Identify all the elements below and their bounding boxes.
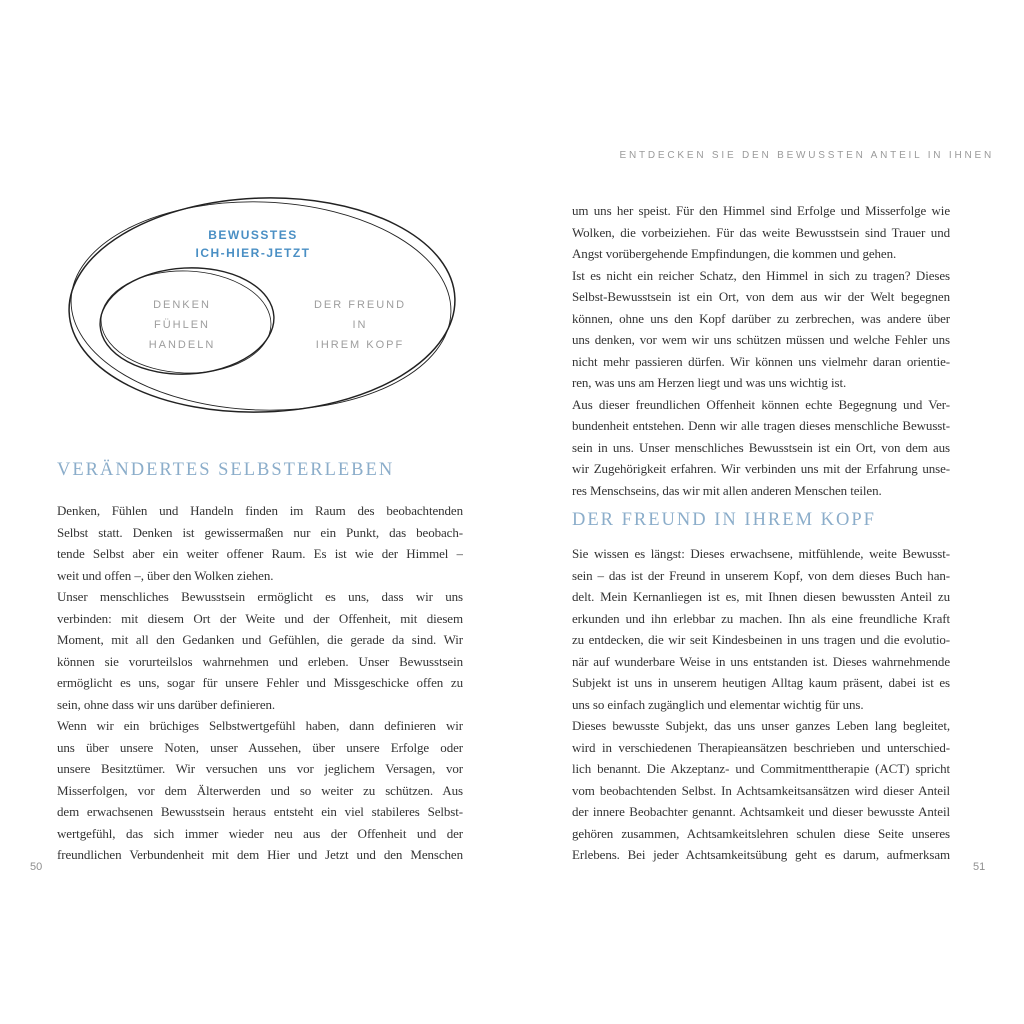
text-line: weit und offen –, über den Wolken ziehen. xyxy=(57,567,274,583)
text-line: Angst vorübergehende Empfindungen, die kommen und gehen. xyxy=(572,246,897,261)
diagram-label-der-freund-line3: IHREM KOPF xyxy=(315,339,405,351)
diagram-label-bewusstes: BEWUSSTES xyxy=(208,228,298,242)
right-page-body-bottom xyxy=(572,543,950,866)
page-number-left: 50 xyxy=(30,861,43,873)
diagram-label-handeln: HANDELN xyxy=(148,339,216,351)
text-line: sein in uns. Unser menschliches Bewusstsein ist ein Ort, von dem aus xyxy=(572,439,950,455)
text-line: bundenheit entstehen. Denn wir alle tragen dieses menschliche Bewusst- xyxy=(572,418,950,433)
right-page-heading: DER FREUND IN IHREM KOPF xyxy=(572,510,876,530)
text-line: Ist es nicht ein reicher Schatz, den Himmel in sich zu tragen? Dieses xyxy=(572,267,950,283)
text-line: Aus dieser freundlichen Offenheit können echte Begegnung und Ver- xyxy=(572,396,950,412)
text-line: gehören zusammen, Achtsamkeitslehren schulen diese Seite unseres xyxy=(572,825,950,841)
consciousness-diagram xyxy=(62,193,460,419)
left-page-heading: VERÄNDERTES SELBSTERLEBEN xyxy=(57,460,395,480)
page-number-right: 51 xyxy=(973,861,986,873)
text-line: um uns her speist. Für den Himmel sind Erfolge und Misserfolge wie xyxy=(572,203,950,218)
diagram-label-denken: DENKEN xyxy=(153,299,211,311)
text-line: vom beobachtenden Selbst. In Achtsamkeitsansätzen wird dieser Anteil xyxy=(572,782,950,798)
diagram-label-der-freund-line2: IN xyxy=(352,319,368,331)
running-header: ENTDECKEN SIE DEN BEWUSSTEN ANTEIL IN IHNEN xyxy=(619,150,994,161)
text-line: können, ohne uns den Kopf darüber zu zerbrechen, was andere über xyxy=(572,310,950,326)
text-line: ermöglicht es uns, sogar für unsere Fehler und Missgeschicke offen zu xyxy=(57,675,463,690)
diagram-canvas xyxy=(62,193,460,419)
text-line: Denken, Fühlen und Handeln finden im Raum des beobachtenden xyxy=(57,503,463,518)
text-line: Misserfolgen, vor dem Älterwerden und so weiter zu schützen. Aus xyxy=(57,782,463,798)
text-line: der innere Beobachter genannt. Achtsamkeit und dieser bewusste Anteil xyxy=(572,804,950,819)
text-line: delt. Mein Kernanliegen ist es, mit Ihnen diesen bewussten Anteil zu xyxy=(572,589,950,604)
text-line: uns über unsere Noten, unser Aussehen, über unsere Erfolge oder xyxy=(57,739,463,755)
text-line: freundlichen Verbundenheit mit dem Hier und Jetzt und den Menschen xyxy=(57,847,463,862)
text-line: erkunden und ihn erlebbar zu machen. Ihn als eine freundliche Kraft xyxy=(572,610,950,626)
text-line: Moment, mit all den Gedanken und Gefühlen, die gerade da sind. Wir xyxy=(57,632,463,647)
diagram-label-denken-fuehlen-handeln xyxy=(149,299,216,351)
text-line: uns denken, vor wem wir uns schützen müssen und welche Fehler uns xyxy=(572,332,950,347)
text-line: Wolken, die vorbeiziehen. Für das weite Bewusstsein sind Trauer und xyxy=(572,224,950,240)
text-line: uns so einfach zugänglich und elementar wichtig für uns. xyxy=(572,696,864,712)
text-line: Selbst-Bewusstsein ist ein Ort, von dem aus wir der Welt begegnen xyxy=(572,289,950,304)
text-line: verbinden: mit diesem Ort der Weite und der Offenheit, mit diesem xyxy=(57,610,463,626)
text-line: zu entdecken, die wir seit Kindesbeinen in uns tragen und die evolutio- xyxy=(572,632,950,647)
text-line: dem erwachsenen Bewusstsein heraus entsteht ein viel stabileres Selbst- xyxy=(57,804,463,819)
text-line: Sie wissen es längst: Dieses erwachsene, mitfühlende, weite Bewusst- xyxy=(572,546,950,561)
text-line: unsere Besitztümer. Wir versuchen uns vor jeglichem Versagen, vor xyxy=(57,761,463,776)
text-line: wird in verschiedenen Therapieansätzen beschrieben und unterschied- xyxy=(572,739,950,755)
text-line: Wenn wir ein brüchiges Selbstwertgefühl haben, dann definieren wir xyxy=(57,718,463,733)
text-line: res Menschseins, das wir mit allen anderen Menschen teilen. xyxy=(572,482,882,498)
text-line: nicht mehr passieren dürfen. Wir können uns vielmehr daran orientie- xyxy=(572,353,950,369)
text-line: wertgefühl, das sich immer wieder neu aus der Offenheit und der xyxy=(57,825,463,841)
text-line: können sie vorurteilslos wahrnehmen und erleben. Unser Bewusstsein xyxy=(57,653,463,669)
text-line: Unser menschliches Bewusstsein ermöglicht es uns, dass wir uns xyxy=(57,589,463,604)
text-line: när auf wunderbare Weise in uns entstanden ist. Dieses wahrnehmende xyxy=(572,653,950,669)
left-page-body xyxy=(57,500,463,866)
diagram-label-ich-hier-jetzt: ICH-HIER-JETZT xyxy=(195,246,311,260)
diagram-label-der-freund-line1: DER FREUND xyxy=(313,299,407,311)
text-line: sein, ohne dass wir uns darüber definieren. xyxy=(57,696,276,712)
diagram-label-der-freund xyxy=(314,299,406,351)
text-line: Erlebens. Bei jeder Achtsamkeitsübung geht es darum, aufmerksam xyxy=(572,847,950,862)
right-page-body-top xyxy=(572,200,950,501)
text-line: ren, was uns am Herzen liegt und was uns wichtig ist. xyxy=(572,375,847,390)
text-line: tende Selbst aber ein weiter offener Raum. Es ist wie der Himmel – xyxy=(57,546,463,561)
text-line: sein – das ist der Freund in unserem Kopf, von dem dieses Buch han- xyxy=(572,567,950,583)
text-line: wir Zugehörigkeit erfahren. Wir verbinden uns mit der Erfahrung unse- xyxy=(572,461,950,476)
text-line: lich benannt. Die Akzeptanz- und Commitmenttherapie (ACT) spricht xyxy=(572,761,950,776)
text-line: Dieses bewusste Subjekt, das uns unser ganzes Leben lang begleitet, xyxy=(572,718,950,733)
diagram-label-fuehlen: FÜHLEN xyxy=(153,319,211,331)
text-line: Selbst statt. Denken ist gewissermaßen nur ein Punkt, das beobach- xyxy=(57,524,463,540)
text-line: Subjekt ist uns in unserem heutigen Alltag kaum präsent, dabei ist es xyxy=(572,675,950,690)
